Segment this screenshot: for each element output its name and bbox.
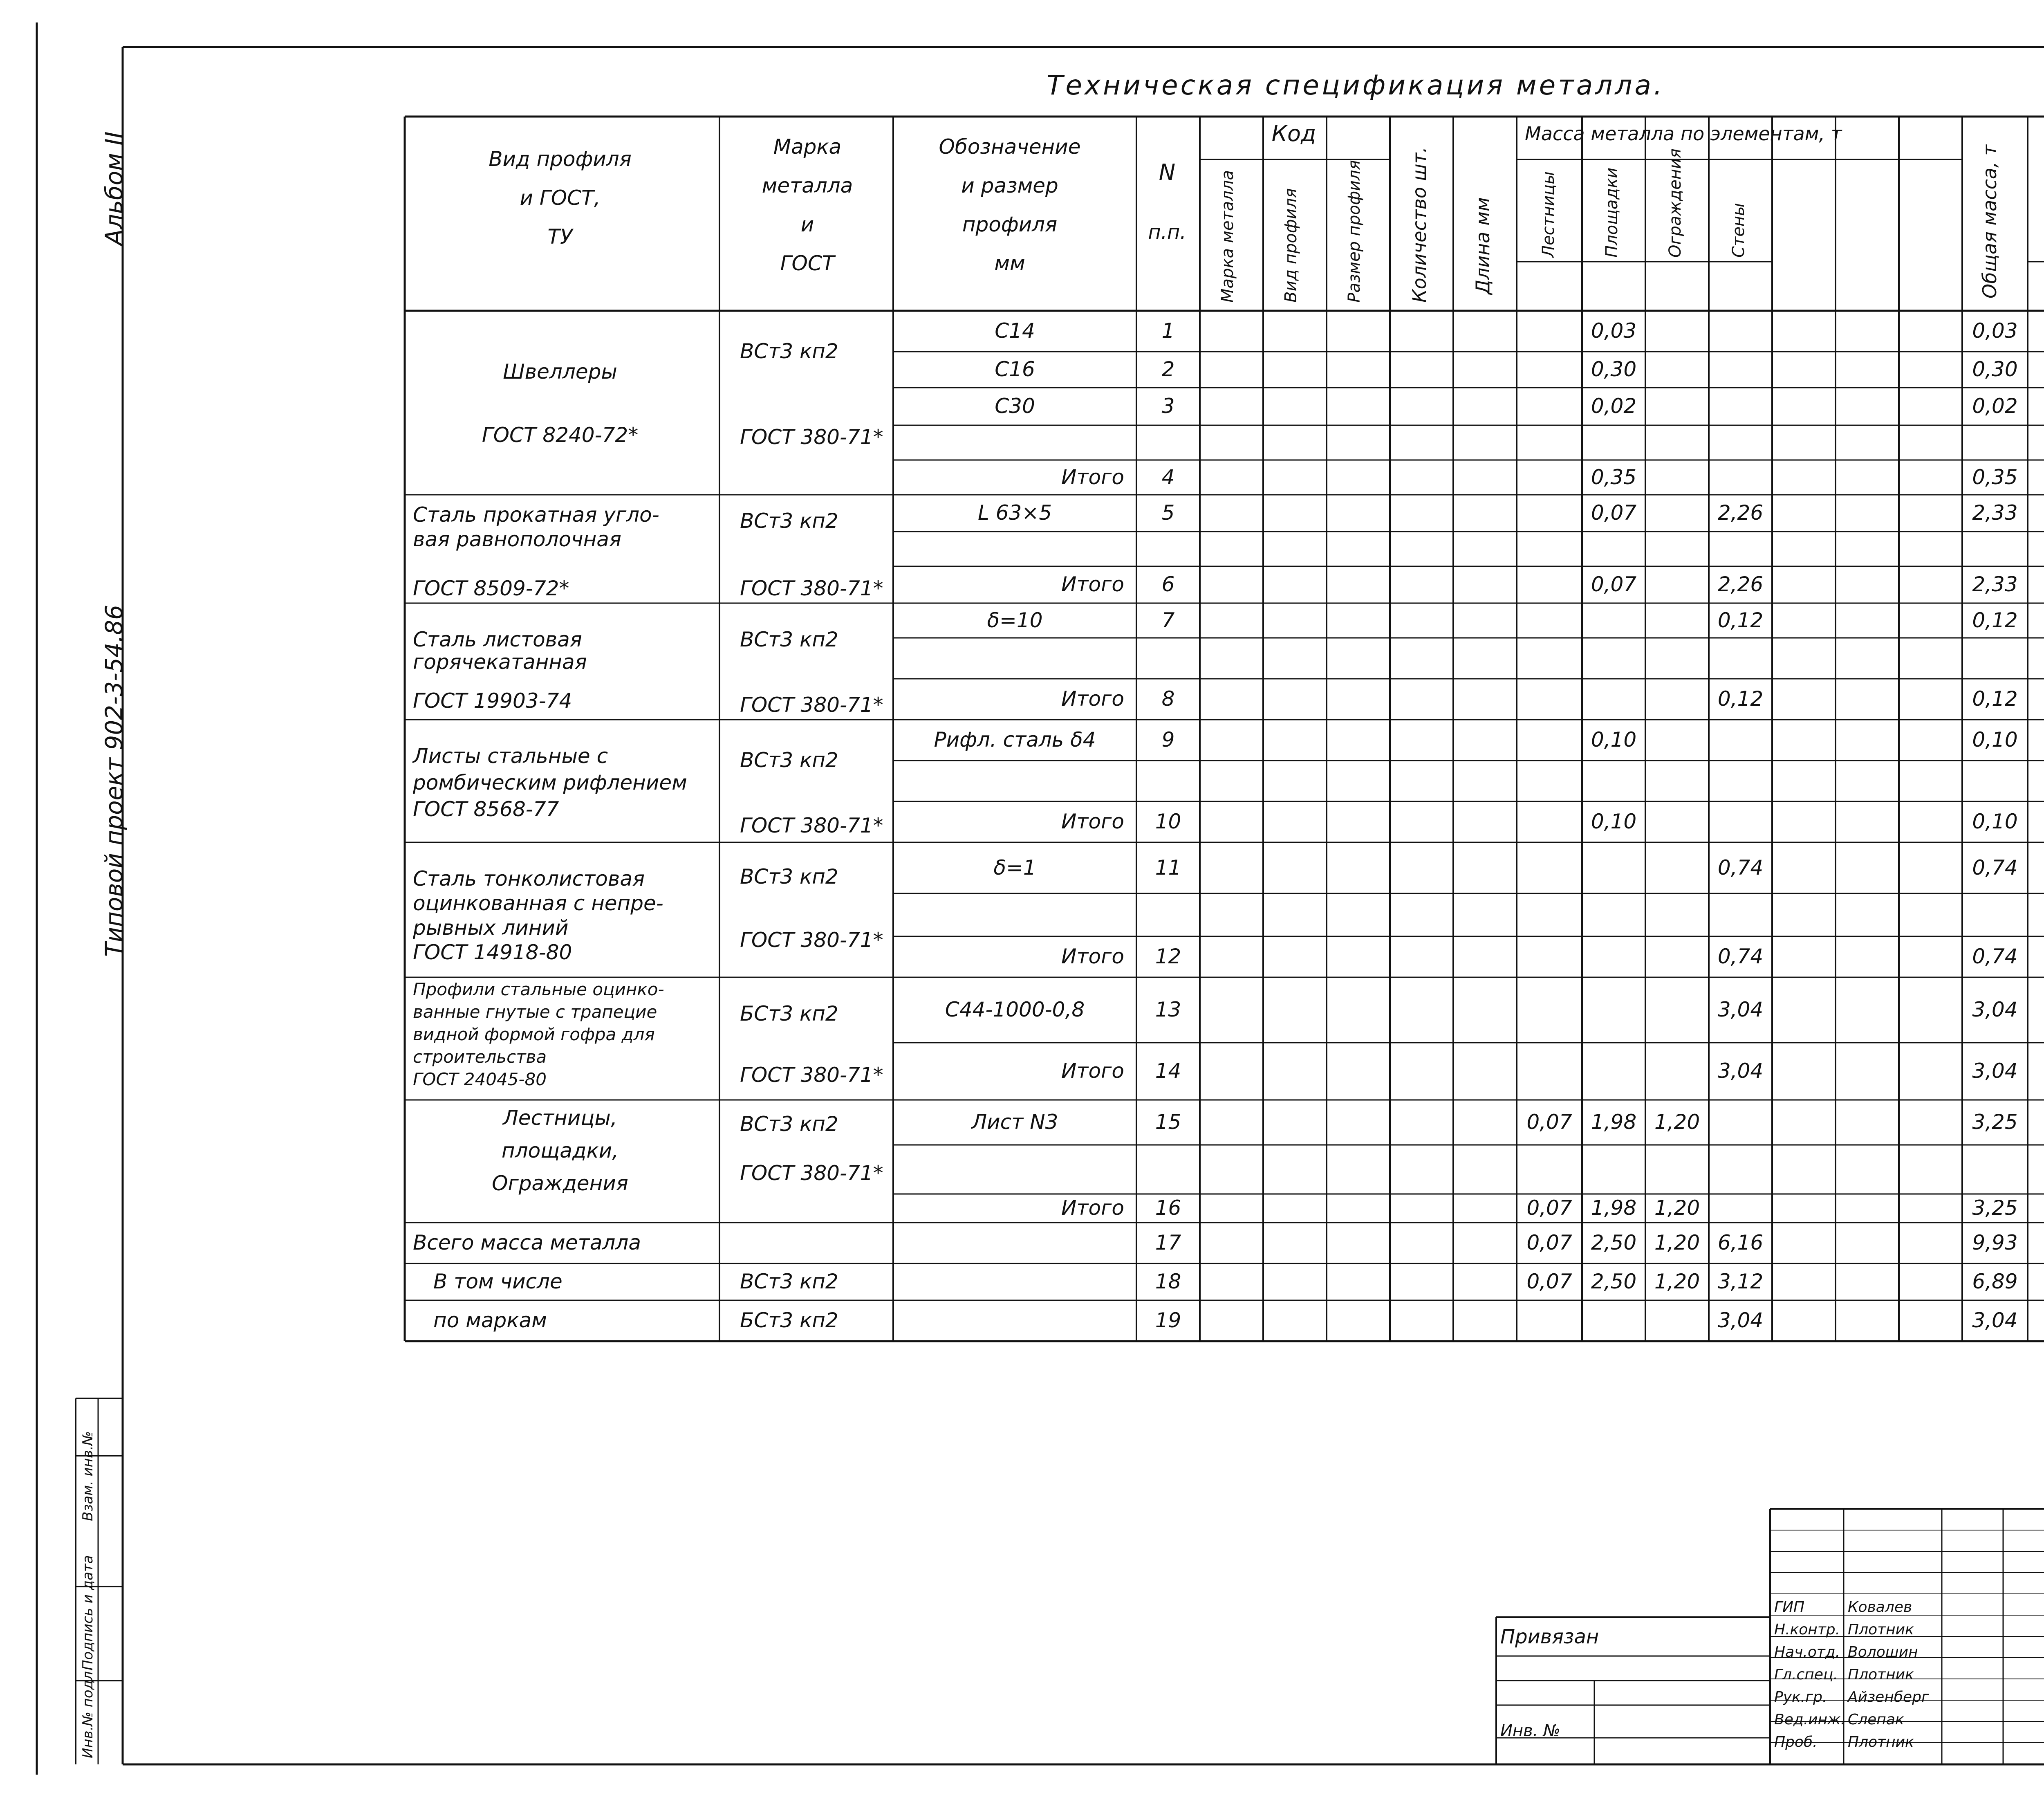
header-marka: ГОСТ [780, 251, 835, 275]
group-vid: ванные гнутые с трапецие [413, 1002, 657, 1022]
cell-oboz: Итого [1061, 1059, 1124, 1083]
cell-ogr: 1,20 [1654, 1270, 1700, 1293]
group-marka: ГОСТ 380-71* [740, 1161, 883, 1185]
cell-steny: 3,04 [1717, 998, 1764, 1021]
cell-ogr: 1,20 [1654, 1231, 1700, 1254]
cell-obsh: 3,04 [1972, 998, 2018, 1021]
margin-sign-label: Подпись и дата [80, 1555, 96, 1670]
stamp-role: Н.контр. [1774, 1621, 1840, 1638]
header-oboz: мм [994, 251, 1025, 275]
cell-oboz: Итого [1061, 945, 1124, 968]
stamp-role: Проб. [1774, 1734, 1818, 1750]
cell-steny: 3,04 [1717, 1059, 1764, 1083]
cell-plosh: 0,03 [1591, 319, 1637, 343]
cell-steny: 0,74 [1717, 945, 1764, 968]
cell-obsh: 3,25 [1972, 1110, 2018, 1134]
cell-steny: 0,12 [1717, 608, 1764, 632]
row-vid: Всего масса металла [413, 1231, 641, 1254]
cell-n: 4 [1161, 465, 1175, 489]
stamp-name: Ковалев [1848, 1599, 1912, 1616]
header-kod-sub: Вид профиля [1282, 188, 1300, 303]
stamp-name: Слепак [1848, 1711, 1904, 1728]
header-massa-sub: Лестницы [1539, 171, 1558, 258]
header-vid: Вид профиля [489, 147, 632, 171]
cell-plosh: 0,30 [1591, 357, 1637, 381]
cell-plosh: 2,50 [1591, 1231, 1637, 1254]
cell-plosh: 0,07 [1591, 572, 1637, 596]
cell-plosh: 1,98 [1591, 1196, 1637, 1220]
cell-oboz: С14 [995, 319, 1035, 343]
header-pp: п.п. [1148, 221, 1186, 244]
stamp-role: Вед.инж. [1774, 1711, 1845, 1728]
header-kolichestvo: Количество шт. [1408, 146, 1430, 303]
cell-obsh: 0,12 [1972, 687, 2018, 711]
header-massa-sub: Ограждения [1666, 148, 1685, 258]
group-vid: оцинкованная с непре- [413, 891, 663, 915]
cell-oboz: С16 [995, 357, 1035, 381]
group-vid: строительства [413, 1047, 547, 1067]
stamp-name: Волошин [1848, 1644, 1918, 1661]
group-marka: ГОСТ 380-71* [740, 928, 883, 952]
row-vid: по маркам [433, 1308, 547, 1332]
cell-oboz: Итого [1061, 1196, 1124, 1220]
cell-oboz: Итого [1061, 687, 1124, 711]
group-marka: ВСт3 кп2 [740, 509, 838, 533]
cell-obsh: 0,74 [1972, 945, 2018, 968]
group-marka: ВСт3 кп2 [740, 748, 838, 772]
header-oboz: Обозначение [939, 135, 1081, 159]
group-vid: Швеллеры [503, 360, 617, 384]
margin-inv-label: Инв.№ подл. [80, 1667, 96, 1758]
cell-oboz: Итого [1061, 810, 1124, 833]
cell-steny: 6,16 [1717, 1231, 1764, 1254]
cell-plosh: 1,98 [1591, 1110, 1637, 1134]
group-vid: Сталь прокатная угло- [413, 503, 659, 527]
cell-n: 19 [1155, 1308, 1181, 1332]
header-num: N [1159, 159, 1176, 185]
cell-n: 14 [1155, 1059, 1181, 1083]
cell-n: 9 [1161, 728, 1175, 752]
group-vid: ГОСТ 24045-80 [413, 1069, 547, 1089]
cell-lest: 0,07 [1526, 1270, 1572, 1293]
group-marka: ВСт3 кп2 [740, 865, 838, 889]
cell-oboz: Итого [1061, 572, 1124, 596]
cell-lest: 0,07 [1526, 1110, 1572, 1134]
cell-n: 10 [1155, 810, 1181, 833]
group-marka: ВСт3 кп2 [740, 628, 838, 651]
cell-obsh: 0,35 [1972, 465, 2018, 489]
cell-n: 17 [1155, 1231, 1181, 1254]
header-oboz: профиля [962, 213, 1058, 236]
stamp-role: Гл.спец. [1774, 1666, 1838, 1683]
group-vid: ГОСТ 8568-77 [413, 797, 559, 821]
header-massa-sub: Площадки [1602, 167, 1621, 258]
row-marka: БСт3 кп2 [740, 1308, 838, 1332]
margin-replace-label: Взам. инв.№ [80, 1431, 96, 1521]
group-marka: ГОСТ 380-71* [740, 425, 883, 449]
cell-n: 7 [1161, 608, 1175, 632]
cell-obsh: 0,30 [1972, 357, 2018, 381]
cell-n: 15 [1155, 1110, 1181, 1134]
header-vid: ТУ [547, 225, 573, 249]
cell-plosh: 0,10 [1591, 810, 1637, 833]
row-marka: ВСт3 кп2 [740, 1270, 838, 1293]
cell-n: 16 [1155, 1196, 1181, 1220]
stamp-privyazan: Привязан [1500, 1625, 1599, 1648]
cell-n: 2 [1161, 357, 1175, 381]
cell-obsh: 2,33 [1972, 501, 2018, 525]
header-vid: и ГОСТ, [520, 186, 601, 210]
stamp-role: Рук.гр. [1774, 1689, 1827, 1706]
cell-oboz: δ=10 [987, 608, 1043, 632]
group-vid: Сталь листовая [413, 628, 582, 651]
cell-n: 8 [1161, 687, 1175, 711]
page-title: Техническая спецификация металла. [1047, 70, 1665, 101]
cell-obsh: 9,93 [1972, 1231, 2018, 1254]
album-label: Альбом II [100, 131, 128, 245]
stamp-role: ГИП [1774, 1599, 1805, 1616]
cell-plosh: 0,02 [1591, 394, 1637, 418]
group-vid: ГОСТ 14918-80 [413, 940, 572, 964]
cell-obsh: 3,04 [1972, 1059, 2018, 1083]
cell-steny: 2,26 [1717, 501, 1764, 525]
group-marka: ВСт3 кп2 [740, 1112, 838, 1136]
group-marka: ГОСТ 380-71* [740, 693, 883, 717]
group-vid: видной формой гофра для [413, 1024, 655, 1044]
cell-n: 11 [1155, 855, 1181, 880]
cell-steny: 0,12 [1717, 687, 1764, 711]
cell-plosh: 0,35 [1591, 465, 1637, 489]
cell-steny: 0,74 [1717, 855, 1764, 880]
header-dlina: Длина мм [1472, 197, 1494, 294]
group-vid: рывных линий [413, 916, 569, 940]
group-vid: ГОСТ 8509-72* [413, 577, 569, 600]
row-vid: В том числе [433, 1270, 563, 1293]
cell-obsh: 0,74 [1972, 855, 2018, 880]
cell-oboz: L 63×5 [977, 501, 1052, 525]
cell-obsh: 3,04 [1972, 1308, 2018, 1332]
header-kod-sub: Марка металла [1218, 170, 1237, 303]
cell-steny: 3,12 [1717, 1270, 1764, 1293]
stamp-role: Нач.отд. [1774, 1644, 1840, 1661]
cell-obsh: 0,03 [1972, 319, 2018, 343]
stamp-inv: Инв. № [1500, 1721, 1560, 1740]
header-kod: Код [1271, 121, 1316, 146]
header-marka: и [800, 213, 814, 236]
group-vid: ГОСТ 19903-74 [413, 689, 572, 713]
header-marka: металла [762, 174, 853, 197]
cell-oboz: Рифл. сталь δ4 [934, 728, 1096, 752]
stamp-name: Плотник [1848, 1666, 1914, 1683]
group-vid: ГОСТ 8240-72* [482, 423, 639, 447]
cell-ogr: 1,20 [1654, 1110, 1700, 1134]
group-vid: Лестницы, [503, 1106, 617, 1130]
cell-n: 12 [1155, 945, 1181, 968]
cell-oboz: δ=1 [993, 855, 1036, 880]
group-marka: БСт3 кп2 [740, 1002, 838, 1026]
header-oboz: и размер [961, 174, 1058, 197]
header-marka: Марка [773, 135, 842, 159]
cell-obsh: 0,10 [1972, 810, 2018, 833]
group-vid: площадки, [501, 1139, 619, 1162]
cell-obsh: 0,10 [1972, 728, 2018, 752]
cell-ogr: 1,20 [1654, 1196, 1700, 1220]
group-marka: ВСт3 кп2 [740, 339, 838, 363]
cell-plosh: 0,07 [1591, 501, 1637, 525]
group-vid: вая равнополочная [413, 527, 621, 551]
cell-n: 13 [1155, 998, 1181, 1021]
header-obsh: Общая масса, т [1979, 144, 2001, 298]
cell-n: 3 [1161, 394, 1175, 418]
group-vid: Ограждения [492, 1171, 628, 1195]
cell-lest: 0,07 [1526, 1196, 1572, 1220]
group-vid: Профили стальные оцинко- [413, 979, 664, 999]
cell-lest: 0,07 [1526, 1231, 1572, 1254]
cell-obsh: 0,02 [1972, 394, 2018, 418]
cell-oboz: С30 [995, 394, 1035, 418]
cell-plosh: 0,10 [1591, 728, 1637, 752]
group-vid: Листы стальные с [413, 744, 608, 768]
group-vid: Сталь тонколистовая [413, 867, 645, 891]
cell-steny: 3,04 [1717, 1308, 1764, 1332]
cell-oboz: Итого [1061, 465, 1124, 489]
cell-n: 18 [1155, 1270, 1181, 1293]
group-marka: ГОСТ 380-71* [740, 577, 883, 600]
cell-obsh: 2,33 [1972, 572, 2018, 596]
header-massa-el: Масса металла по элементам, т [1525, 123, 1842, 145]
cell-n: 1 [1161, 319, 1175, 343]
cell-oboz: С44-1000-0,8 [945, 998, 1085, 1021]
cell-plosh: 2,50 [1591, 1270, 1637, 1293]
cell-obsh: 3,25 [1972, 1196, 2018, 1220]
cell-steny: 2,26 [1717, 572, 1764, 596]
cell-obsh: 0,12 [1972, 608, 2018, 632]
project-label: Типовой проект 902-3-54.86 [100, 605, 128, 957]
cell-oboz: Лист N3 [971, 1110, 1058, 1134]
header-massa-sub: Стены [1729, 203, 1748, 258]
stamp-name: Плотник [1848, 1734, 1914, 1750]
stamp-name: Плотник [1848, 1621, 1914, 1638]
group-marka: ГОСТ 380-71* [740, 814, 883, 837]
cell-n: 5 [1161, 501, 1175, 525]
header-kod-sub: Размер профиля [1345, 160, 1364, 303]
group-marka: ГОСТ 380-71* [740, 1063, 883, 1087]
cell-obsh: 6,89 [1972, 1270, 2018, 1293]
cell-n: 6 [1161, 572, 1175, 596]
group-vid: ромбическим рифлением [413, 771, 687, 794]
stamp-name: Айзенберг [1848, 1689, 1929, 1706]
group-vid: горячекатанная [413, 650, 587, 674]
